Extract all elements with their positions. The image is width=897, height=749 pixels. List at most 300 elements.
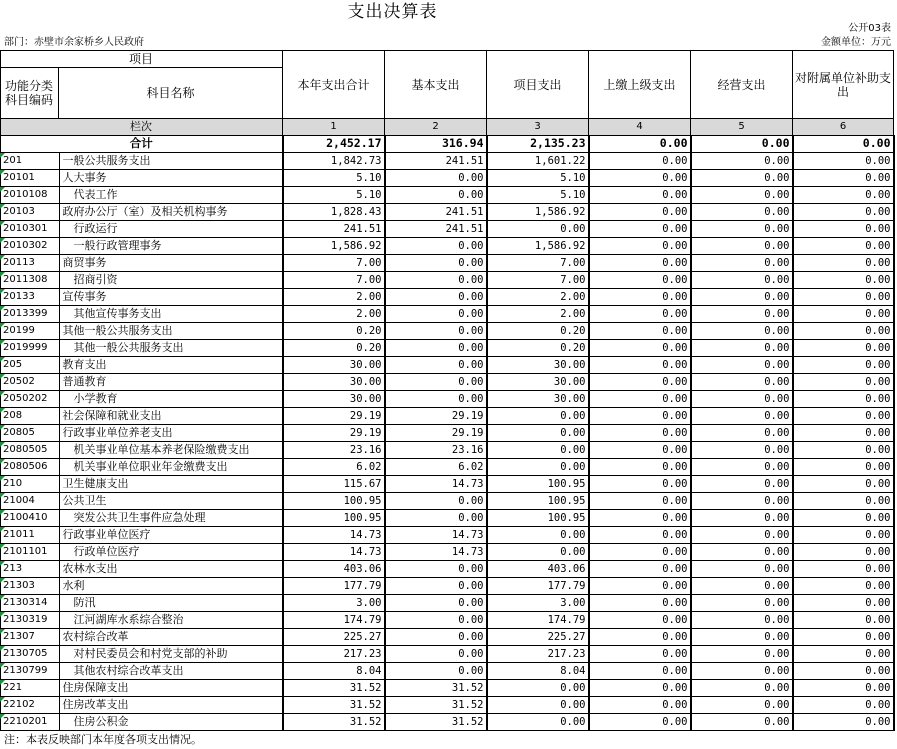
row-value: 0.00 (793, 679, 894, 696)
row-value: 8.04 (283, 662, 385, 679)
row-value: 0.00 (691, 594, 793, 611)
cell-note-marker-icon (0, 306, 5, 311)
row-code (0, 662, 59, 679)
amount-unit-label: 金额单位：万元 (821, 37, 891, 48)
row-code-text: 2080506 (3, 460, 48, 472)
header-item: 项目 (128, 51, 153, 66)
row-value: 0.00 (589, 509, 691, 526)
table-row (0, 390, 894, 407)
row-value: 0.00 (691, 186, 793, 203)
cell-note-marker-icon (0, 493, 5, 498)
row-name: 教育支出 (59, 356, 283, 373)
row-code-text: 213 (3, 562, 23, 574)
row-value: 0.00 (487, 458, 589, 475)
table-row (0, 458, 894, 475)
col-number-1: 1 (330, 121, 337, 132)
table-row (0, 475, 894, 492)
row-value: 0.00 (793, 628, 894, 645)
row-value: 0.00 (691, 441, 793, 458)
row-value: 2.00 (487, 305, 589, 322)
row-value: 0.00 (793, 271, 894, 288)
row-name: 商贸事务 (59, 254, 283, 271)
row-value: 14.73 (283, 526, 385, 543)
row-value: 7.00 (283, 271, 385, 288)
total-value: 2,452.17 (283, 135, 385, 152)
row-value: 0.00 (793, 169, 894, 186)
row-value: 0.00 (385, 339, 487, 356)
row-value: 241.51 (385, 203, 487, 220)
row-value: 0.00 (793, 611, 894, 628)
row-value: 0.00 (487, 543, 589, 560)
row-value: 1,842.73 (283, 152, 385, 169)
row-value: 0.00 (589, 492, 691, 509)
row-value: 0.00 (691, 492, 793, 509)
row-code-text: 2050202 (3, 392, 48, 404)
row-value: 0.00 (691, 424, 793, 441)
row-code (0, 696, 59, 713)
row-value: 0.00 (589, 628, 691, 645)
table-row (0, 492, 894, 509)
cell-note-marker-icon (0, 510, 5, 515)
cell-note-marker-icon (0, 578, 5, 583)
header-code-line1: 功能分类 (4, 79, 53, 93)
row-value: 0.00 (793, 152, 894, 169)
row-value: 0.00 (691, 203, 793, 220)
row-value: 217.23 (283, 645, 385, 662)
cell-note-marker-icon (0, 629, 5, 634)
row-value: 1,601.22 (487, 152, 589, 169)
row-value: 0.00 (691, 475, 793, 492)
row-name: 江河湖库水系综合整治 (59, 611, 283, 628)
row-value: 0.00 (691, 356, 793, 373)
row-value: 0.00 (793, 594, 894, 611)
row-name: 其他农村综合改革支出 (59, 662, 283, 679)
total-value: 0.00 (691, 135, 793, 152)
header-code-line2: 科目编码 (4, 93, 53, 107)
row-code-text: 20113 (3, 256, 35, 268)
row-name: 住房公积金 (59, 713, 283, 730)
row-code-text: 20101 (3, 171, 35, 183)
row-value: 0.00 (589, 441, 691, 458)
row-code (0, 305, 59, 322)
row-value: 0.00 (589, 305, 691, 322)
cell-note-marker-icon (0, 663, 5, 668)
header-col-5: 经营支出 (717, 77, 766, 92)
row-value: 0.00 (793, 322, 894, 339)
cell-note-marker-icon (0, 476, 5, 481)
table-row (0, 186, 894, 203)
table-row (0, 509, 894, 526)
row-code-text: 2130314 (3, 596, 48, 608)
row-code-text: 2130705 (3, 647, 48, 659)
row-value: 0.00 (691, 645, 793, 662)
row-code (0, 373, 59, 390)
cell-note-marker-icon (0, 340, 5, 345)
row-code-text: 2130799 (3, 664, 48, 676)
row-value: 0.00 (589, 526, 691, 543)
table-row (0, 645, 894, 662)
row-value: 31.52 (385, 696, 487, 713)
row-value: 0.00 (385, 186, 487, 203)
row-value: 0.00 (691, 322, 793, 339)
row-value: 0.00 (487, 424, 589, 441)
row-code (0, 203, 59, 220)
row-value: 29.19 (283, 407, 385, 424)
cell-note-marker-icon (0, 357, 5, 362)
table-row (0, 713, 894, 730)
row-name: 一般行政管理事务 (59, 237, 283, 254)
row-name: 普通教育 (59, 373, 283, 390)
row-value: 0.00 (385, 662, 487, 679)
row-value: 0.00 (589, 288, 691, 305)
row-value: 0.00 (691, 339, 793, 356)
total-value: 0.00 (793, 135, 894, 152)
row-value: 0.00 (793, 390, 894, 407)
row-value: 0.00 (589, 594, 691, 611)
row-value: 7.00 (487, 271, 589, 288)
row-name: 一般公共服务支出 (59, 152, 283, 169)
row-code-text: 20805 (3, 426, 35, 438)
row-value: 217.23 (487, 645, 589, 662)
row-value: 0.00 (691, 407, 793, 424)
row-value: 0.00 (691, 543, 793, 560)
col-number-5: 5 (738, 121, 745, 132)
row-value: 2.00 (283, 288, 385, 305)
row-code-text: 22102 (3, 698, 35, 710)
row-value: 0.00 (793, 203, 894, 220)
row-name: 行政事业单位养老支出 (59, 424, 283, 441)
row-value: 0.00 (589, 220, 691, 237)
row-code-text: 20133 (3, 290, 35, 302)
row-value: 0.00 (385, 560, 487, 577)
cell-note-marker-icon (0, 170, 5, 175)
row-name: 住房改革支出 (59, 696, 283, 713)
col-number-6: 6 (839, 121, 847, 132)
row-value: 30.00 (283, 373, 385, 390)
row-value: 0.00 (793, 441, 894, 458)
row-value: 0.00 (691, 169, 793, 186)
row-code (0, 254, 59, 271)
table-row (0, 152, 894, 169)
row-value: 100.95 (283, 509, 385, 526)
row-value: 0.00 (691, 696, 793, 713)
row-value: 0.00 (589, 203, 691, 220)
total-row (0, 135, 894, 152)
row-value: 31.52 (385, 713, 487, 730)
row-value: 0.00 (589, 679, 691, 696)
row-value: 0.00 (589, 339, 691, 356)
row-value: 0.00 (487, 220, 589, 237)
row-code-text: 2013399 (3, 307, 48, 319)
row-value: 225.27 (283, 628, 385, 645)
row-value: 0.00 (385, 492, 487, 509)
row-value: 29.19 (283, 424, 385, 441)
row-value: 0.00 (793, 356, 894, 373)
page-title: 支出决算表 (347, 2, 438, 22)
row-value: 0.00 (385, 594, 487, 611)
row-name: 水利 (59, 577, 283, 594)
row-name: 农林水支出 (59, 560, 283, 577)
table-row (0, 696, 894, 713)
row-name: 社会保障和就业支出 (59, 407, 283, 424)
row-value: 0.00 (589, 373, 691, 390)
row-code-text: 210 (3, 477, 23, 489)
row-code (0, 628, 59, 645)
row-value: 0.00 (589, 611, 691, 628)
row-name: 政府办公厅（室）及相关机构事务 (59, 203, 283, 220)
row-value: 0.00 (691, 373, 793, 390)
row-value: 29.19 (385, 424, 487, 441)
row-value: 177.79 (487, 577, 589, 594)
row-value: 1,586.92 (487, 203, 589, 220)
row-value: 5.10 (283, 186, 385, 203)
row-value: 31.52 (283, 696, 385, 713)
row-value: 5.10 (487, 186, 589, 203)
row-value: 0.00 (589, 356, 691, 373)
row-value: 0.00 (793, 424, 894, 441)
row-value: 0.00 (589, 169, 691, 186)
cell-note-marker-icon (0, 255, 5, 260)
row-code-text: 21307 (3, 630, 35, 642)
row-value: 3.00 (487, 594, 589, 611)
row-value: 0.00 (385, 509, 487, 526)
row-value: 0.00 (385, 169, 487, 186)
row-value: 225.27 (487, 628, 589, 645)
header-code-label (0, 68, 58, 118)
cell-note-marker-icon (0, 272, 5, 277)
row-value: 0.00 (691, 628, 793, 645)
row-code-text: 201 (3, 154, 23, 166)
row-value: 0.00 (793, 407, 894, 424)
header-col-6: 对附属单位补助支出 (795, 70, 892, 99)
table-row (0, 594, 894, 611)
row-value: 29.19 (385, 407, 487, 424)
row-value: 0.00 (691, 288, 793, 305)
cell-note-marker-icon (0, 442, 5, 447)
row-code (0, 543, 59, 560)
table-row (0, 356, 894, 373)
row-value: 241.51 (385, 152, 487, 169)
expenditure-table (0, 135, 895, 731)
row-code-text: 2100410 (3, 511, 48, 523)
row-value: 0.00 (691, 271, 793, 288)
cell-note-marker-icon (0, 374, 5, 379)
total-value: 2,135.23 (487, 135, 589, 152)
row-value: 100.95 (283, 492, 385, 509)
row-value: 0.00 (385, 237, 487, 254)
row-value: 0.00 (487, 696, 589, 713)
table-row (0, 288, 894, 305)
row-value: 0.00 (793, 339, 894, 356)
row-name: 住房保障支出 (59, 679, 283, 696)
row-value: 0.20 (487, 322, 589, 339)
col-number-2: 2 (432, 121, 439, 132)
table-row (0, 373, 894, 390)
department-label: 部门：赤壁市余家桥乡人民政府 (4, 37, 144, 48)
row-name: 其他宣传事务支出 (59, 305, 283, 322)
row-code (0, 441, 59, 458)
row-value: 0.00 (793, 254, 894, 271)
row-value: 0.00 (385, 628, 487, 645)
row-value: 0.00 (793, 543, 894, 560)
row-value: 0.00 (487, 679, 589, 696)
row-value: 0.00 (793, 305, 894, 322)
row-value: 31.52 (283, 679, 385, 696)
row-value: 0.00 (793, 509, 894, 526)
row-value: 30.00 (487, 373, 589, 390)
cell-note-marker-icon (0, 459, 5, 464)
row-value: 0.00 (385, 611, 487, 628)
header-col-4: 上缴上级支出 (603, 77, 676, 92)
cell-note-marker-icon (0, 204, 5, 209)
row-name: 防汛 (59, 594, 283, 611)
row-code-text: 21004 (3, 494, 35, 506)
row-value: 0.00 (691, 237, 793, 254)
row-value: 0.00 (793, 288, 894, 305)
row-value: 0.00 (589, 424, 691, 441)
row-value: 14.73 (385, 543, 487, 560)
row-name: 对村民委员会和村党支部的补助 (59, 645, 283, 662)
row-code (0, 339, 59, 356)
cell-note-marker-icon (0, 425, 5, 430)
table-row (0, 679, 894, 696)
row-value: 0.00 (589, 696, 691, 713)
table-row (0, 271, 894, 288)
total-value: 0.00 (589, 135, 691, 152)
row-name: 宣传事务 (59, 288, 283, 305)
row-name: 机关事业单位基本养老保险缴费支出 (59, 441, 283, 458)
row-value: 0.00 (589, 662, 691, 679)
row-code-text: 205 (3, 358, 23, 370)
row-name: 招商引资 (59, 271, 283, 288)
row-value: 174.79 (283, 611, 385, 628)
table-row (0, 424, 894, 441)
form-number: 公开03表 (848, 23, 891, 34)
row-code (0, 288, 59, 305)
cell-note-marker-icon (0, 408, 5, 413)
row-value: 5.10 (487, 169, 589, 186)
row-value: 0.00 (793, 662, 894, 679)
row-code-text: 2080505 (3, 443, 48, 455)
col-number-3: 3 (534, 121, 541, 132)
row-value: 2.00 (283, 305, 385, 322)
row-code (0, 475, 59, 492)
row-value: 0.00 (589, 458, 691, 475)
table-row (0, 254, 894, 271)
row-code-text: 221 (3, 681, 23, 693)
cell-note-marker-icon (0, 187, 5, 192)
row-value: 30.00 (283, 390, 385, 407)
cell-note-marker-icon (0, 680, 5, 685)
row-value: 0.00 (589, 254, 691, 271)
cell-note-marker-icon (0, 595, 5, 600)
row-value: 0.20 (487, 339, 589, 356)
row-code (0, 594, 59, 611)
table-row (0, 203, 894, 220)
cell-note-marker-icon (0, 289, 5, 294)
row-code (0, 322, 59, 339)
row-value: 5.10 (283, 169, 385, 186)
cell-note-marker-icon (0, 697, 5, 702)
row-code (0, 560, 59, 577)
row-value: 0.00 (385, 577, 487, 594)
row-code-text: 2210201 (3, 715, 48, 727)
row-code (0, 509, 59, 526)
row-code (0, 645, 59, 662)
cell-note-marker-icon (0, 323, 5, 328)
row-name: 行政事业单位医疗 (59, 526, 283, 543)
row-value: 0.00 (589, 543, 691, 560)
row-value: 6.02 (385, 458, 487, 475)
row-value: 0.00 (385, 356, 487, 373)
row-code (0, 390, 59, 407)
row-code (0, 237, 59, 254)
cell-note-marker-icon (0, 714, 5, 719)
row-code-text: 2011308 (3, 273, 48, 285)
row-value: 115.67 (283, 475, 385, 492)
col-number-4: 4 (636, 121, 643, 132)
row-value: 31.52 (385, 679, 487, 696)
row-name: 突发公共卫生事件应急处理 (59, 509, 283, 526)
cell-note-marker-icon (0, 561, 5, 566)
row-number-label: 栏次 (130, 120, 152, 133)
row-code (0, 526, 59, 543)
row-code-text: 2010108 (3, 188, 48, 200)
row-value: 0.00 (691, 254, 793, 271)
table-row (0, 220, 894, 237)
total-value: 316.94 (385, 135, 487, 152)
row-value: 100.95 (487, 475, 589, 492)
row-value: 0.00 (385, 271, 487, 288)
table-row (0, 169, 894, 186)
row-value: 0.00 (691, 458, 793, 475)
row-value: 174.79 (487, 611, 589, 628)
table-row (0, 237, 894, 254)
row-value: 0.00 (589, 237, 691, 254)
row-code (0, 271, 59, 288)
row-code (0, 577, 59, 594)
row-code (0, 186, 59, 203)
row-value: 0.00 (793, 373, 894, 390)
row-value: 0.00 (691, 509, 793, 526)
row-value: 0.00 (691, 662, 793, 679)
row-value: 241.51 (283, 220, 385, 237)
total-label: 合计 (0, 135, 283, 152)
row-value: 0.00 (793, 475, 894, 492)
row-value: 403.06 (487, 560, 589, 577)
row-value: 0.00 (691, 560, 793, 577)
row-value: 0.00 (793, 713, 894, 730)
row-code-text: 2010301 (3, 222, 48, 234)
footnote: 注：本表反映部门本年度各项支出情况。 (4, 733, 202, 746)
row-value: 177.79 (283, 577, 385, 594)
row-value: 30.00 (283, 356, 385, 373)
row-name: 公共卫生 (59, 492, 283, 509)
row-value: 23.16 (283, 441, 385, 458)
row-name: 行政单位医疗 (59, 543, 283, 560)
row-value: 0.00 (793, 560, 894, 577)
table-row (0, 611, 894, 628)
row-code (0, 152, 59, 169)
table-row (0, 526, 894, 543)
row-value: 0.00 (691, 152, 793, 169)
row-value: 0.00 (487, 407, 589, 424)
row-value: 0.00 (691, 679, 793, 696)
row-value: 0.00 (793, 696, 894, 713)
cell-note-marker-icon (0, 238, 5, 243)
row-code (0, 458, 59, 475)
row-name: 农村综合改革 (59, 628, 283, 645)
